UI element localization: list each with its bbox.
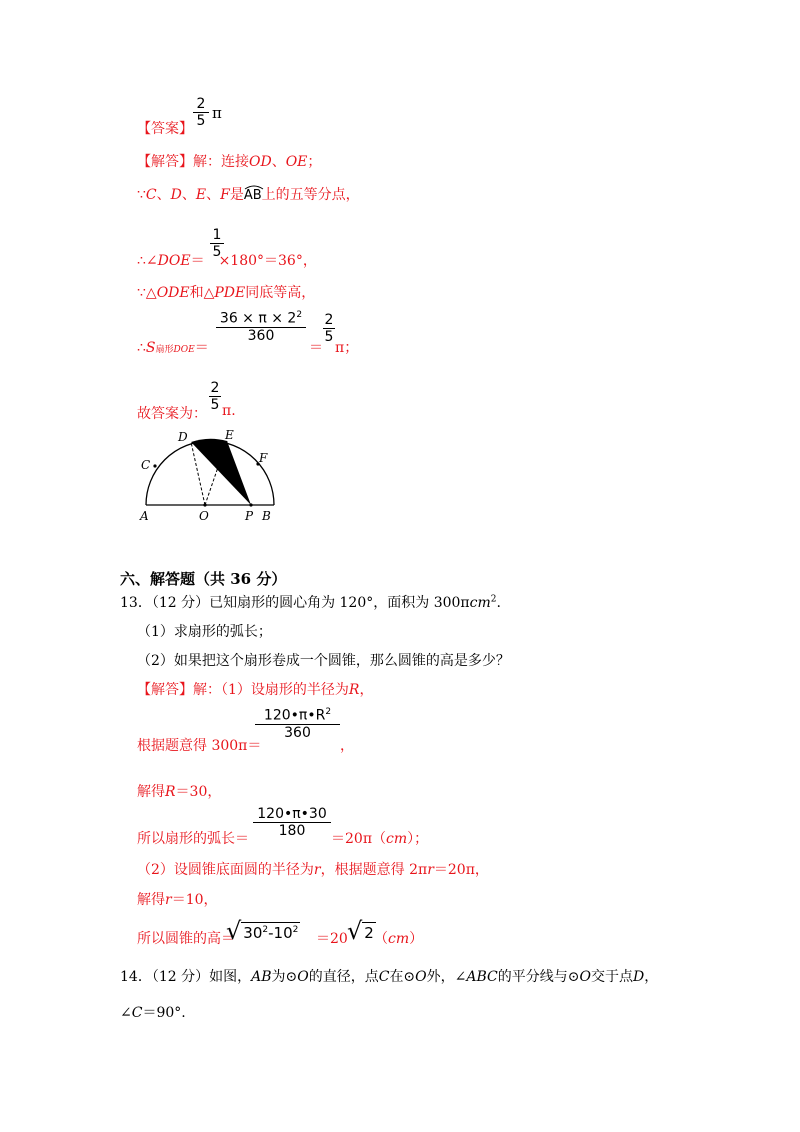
solution-line-3 [137, 250, 317, 270]
sqrt-expression [226, 914, 300, 945]
q13-fraction-arc [253, 806, 331, 839]
q13-part2: （2）如果把这个扇形卷成一个圆锥，那么圆锥的高是多少？ [137, 653, 510, 669]
od-text: OD [249, 154, 272, 170]
answer-label: 【答案】 [137, 121, 193, 137]
q14-d: 在⊙ [389, 969, 416, 985]
q13-frac-den: 360 [284, 724, 311, 741]
answer-frac-den: 5 [196, 113, 206, 129]
q14-line2-b: ＝90°. [142, 1005, 186, 1021]
line2-suffix: 上的五等分点， [261, 187, 360, 203]
q14-abc: ABC [466, 969, 498, 985]
semicircle-figure [138, 428, 298, 523]
solve-prefix: 解得 [137, 784, 165, 800]
he-triangle: 和△ [189, 285, 215, 301]
triangle-pde: PDE [214, 285, 246, 301]
p2-sol: （2）设圆锥底面圆的半径为 [137, 862, 314, 878]
equals: ＝ [190, 253, 205, 269]
answer-line [137, 118, 193, 138]
q14-b: 为⊙ [271, 969, 298, 985]
q13-part1: （1）求扇形的弧长； [137, 624, 272, 640]
equals: ＝ [194, 340, 209, 356]
label-o: O [199, 509, 209, 523]
q14-h: ， [644, 969, 659, 985]
frac3-num: 2 [324, 312, 334, 328]
arc-num: 120•π•30 [257, 806, 327, 822]
frac-area-den: 360 [247, 327, 275, 344]
q14-c: 的直径，点 [308, 969, 379, 985]
q13-sol-label: 【解答】 [137, 682, 193, 698]
final-suffix: π. [222, 403, 236, 419]
q14-line-2 [120, 1002, 186, 1022]
q13-stem [120, 592, 501, 612]
therefore: ∴ [137, 340, 146, 356]
q14-ab: AB [251, 969, 272, 985]
frac-area-sup: 2 [296, 310, 303, 320]
q14-point-c: C [131, 1005, 143, 1021]
q13-unit: cm [469, 595, 491, 611]
arc-end: ）； [407, 831, 429, 847]
label-c: C [141, 458, 151, 472]
arc-prefix: 所以扇形的弧长＝ [137, 831, 249, 847]
q14-line-1 [120, 966, 658, 986]
pi-suffix: π； [335, 340, 359, 356]
q13-solution-line-1 [137, 679, 373, 699]
q13-eq-prefix: 根据题意得 300π＝ [137, 738, 262, 754]
point-d: D [170, 187, 182, 203]
q14-a: 14．（12 分）如图， [120, 969, 252, 985]
final-den: 5 [210, 397, 220, 413]
label-f: F [259, 451, 268, 465]
arc-suffix: ＝20π（ [331, 831, 387, 847]
sqrt-sup-b: 2 [292, 925, 299, 935]
sqrt2-radicand: 2 [364, 924, 374, 942]
q14-point-c: C [378, 969, 390, 985]
equals-2: ＝ [309, 340, 323, 356]
s-symbol: S [145, 340, 156, 356]
sep: 、 [206, 187, 221, 203]
p2-sol-end: ＝20π， [433, 862, 489, 878]
q13-solve-r [137, 781, 221, 801]
point-o-dot [203, 503, 206, 506]
shi-text: 是 [229, 187, 244, 203]
q14-e: 外，∠ [426, 969, 467, 985]
point-f: F [220, 187, 230, 203]
height-unit [374, 928, 423, 948]
point-c-dot [153, 464, 156, 467]
q13-end: . [496, 595, 501, 611]
sqrt-radicand [241, 922, 300, 942]
q14-f: 的平分线与⊙ [497, 969, 580, 985]
solve2-prefix: 解得 [137, 892, 165, 908]
line3-suffix: ×180°＝36°， [218, 253, 317, 269]
frac-area-num-text: 36 × π × 2 [219, 310, 297, 327]
sep: 、 [156, 187, 171, 203]
angle-doe: DOE [157, 253, 191, 269]
point-e: E [195, 187, 207, 203]
therefore-angle: ∴∠ [137, 253, 158, 269]
radius-small-r: r [165, 892, 172, 908]
unit-cm: cm [386, 831, 408, 847]
height-mid: ＝20 [316, 931, 348, 947]
fraction-two-fifth [323, 312, 335, 345]
solve-mid: ＝30， [175, 784, 222, 800]
solution-line-5 [137, 337, 209, 357]
solution-line-4 [137, 282, 315, 302]
q13-fraction-area [255, 707, 340, 741]
q13-unit-sup: 2 [490, 594, 497, 605]
radius-small-r: r [427, 862, 434, 878]
solution-line-2 [137, 184, 360, 204]
solve2-mid: ＝10， [171, 892, 218, 908]
sqrt-sup-a: 2 [262, 925, 269, 935]
arc-ab-label: AB [243, 188, 262, 203]
semi: ； [307, 154, 322, 170]
label-b: B [262, 509, 271, 523]
final-num: 2 [210, 380, 220, 396]
sub-sector: 扇形 [155, 345, 174, 355]
frac-area-num [216, 310, 306, 327]
sqrt-minus: -10 [268, 924, 293, 942]
height-prefix: 所以圆锥的高＝ [137, 931, 235, 947]
sqrt2-expression [347, 914, 376, 945]
q14-o: O [579, 969, 591, 985]
arc-den: 180 [278, 823, 306, 839]
sub-doe: DOE [173, 345, 195, 355]
q13-eq-suffix: ， [340, 738, 354, 754]
q13-frac-num-text: 120•π•R [263, 707, 326, 724]
radius-r: R [348, 682, 360, 698]
q13-height-line [137, 928, 235, 948]
frac-num: 1 [212, 227, 222, 243]
p2-sol-mid: ，根据题意得 2π [320, 862, 428, 878]
because-symbol: ∵ [137, 187, 146, 203]
arc-mark-icon [244, 184, 264, 190]
arc-ab [244, 188, 262, 203]
fraction-area [216, 310, 306, 344]
point-p-dot [249, 503, 252, 506]
final-prefix: 故答案为： [137, 406, 207, 422]
q14-o: O [297, 969, 309, 985]
sep: 、 [271, 154, 286, 170]
q13-sol-intro: 解：（1）设扇形的半径为 [193, 682, 349, 698]
final-fraction [209, 380, 221, 413]
q13-solve-small-r [137, 889, 218, 909]
sep: 、 [181, 187, 196, 203]
answer-frac-num: 2 [196, 96, 206, 112]
q14-angle: ∠ [120, 1005, 132, 1021]
frac-den: 5 [212, 244, 222, 260]
triangle-ode: ODE [156, 285, 190, 301]
sqrt2-symbol-icon: √ [347, 917, 363, 945]
q14-o: O [415, 969, 427, 985]
frac3-den: 5 [324, 329, 334, 345]
solution-line-1 [137, 151, 321, 171]
line4-suffix: 同底等高， [245, 285, 316, 301]
comma: ， [359, 682, 374, 698]
label-e: E [225, 428, 234, 442]
q13-arc-suffix [331, 828, 428, 848]
radius-small-r: r [313, 862, 321, 878]
final-answer-line [137, 403, 207, 423]
q13-equation-line [137, 735, 261, 755]
label-d: D [178, 430, 188, 444]
solution-label: 【解答】 [137, 154, 193, 170]
height-suffix: （ [374, 931, 388, 947]
solution-intro: 解：连接 [193, 154, 249, 170]
unit-cm: cm [388, 931, 410, 947]
answer-fraction [193, 96, 209, 129]
radius-r: R [165, 784, 176, 800]
label-a: A [140, 509, 149, 523]
point-c: C [145, 187, 157, 203]
q13-arc-line [137, 828, 249, 848]
q13-frac-sup: 2 [325, 707, 332, 717]
q13-part2-solution [137, 859, 489, 879]
q14-point-d: D [632, 969, 645, 985]
sqrt-symbol-icon: √ [226, 917, 242, 945]
answer-pi: π [212, 104, 222, 122]
q13-frac-num [255, 707, 340, 724]
because-triangle: ∵△ [137, 285, 157, 301]
q14-g: 交于点 [590, 969, 633, 985]
label-p: P [245, 509, 254, 523]
oe-text: OE [285, 154, 308, 170]
section-heading: 六、解答题（共 36 分） [120, 570, 287, 588]
height-end: ） [409, 931, 424, 947]
sqrt-a: 30 [243, 924, 263, 942]
q13-stem-text: 13．（12 分）已知扇形的圆心角为 120°，面积为 300π [120, 595, 470, 611]
